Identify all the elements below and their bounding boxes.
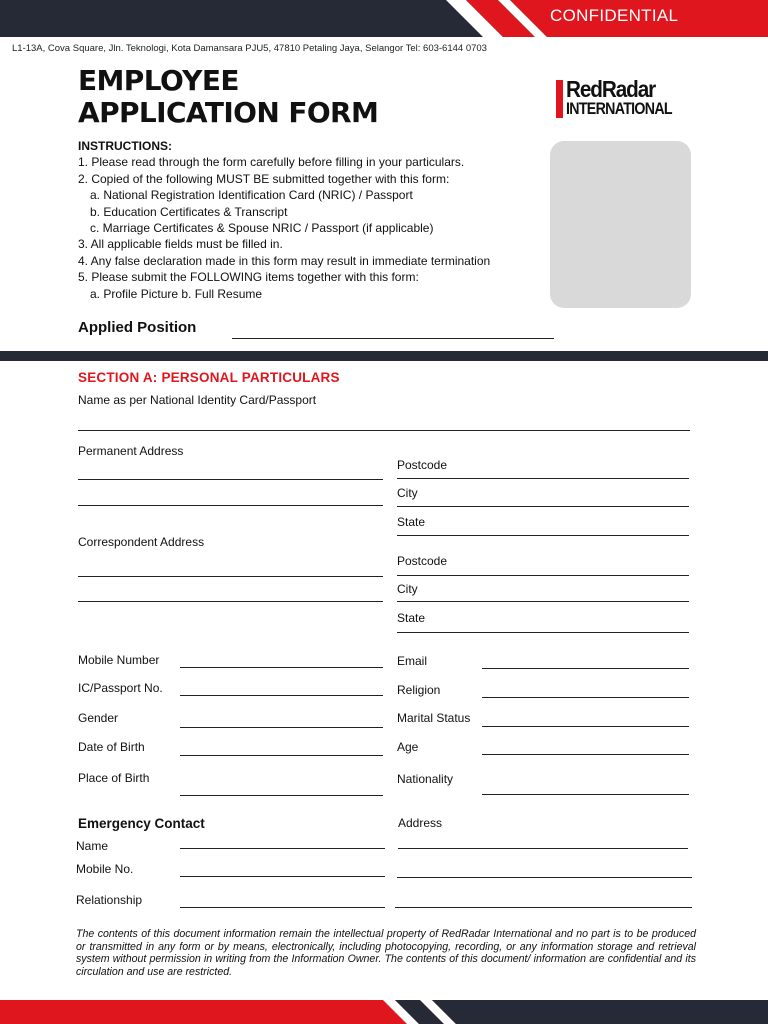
correspondent-city-field[interactable]	[397, 601, 689, 602]
permanent-postcode-field[interactable]	[397, 478, 689, 479]
emergency-address-field-1[interactable]	[398, 848, 688, 849]
full-name-field[interactable]	[78, 430, 690, 431]
nationality-label: Nationality	[397, 772, 454, 786]
footer-band	[0, 1000, 768, 1024]
place-of-birth-field[interactable]	[180, 795, 383, 796]
instruction-item: 1. Please read through the form carefully before filling in your particulars.	[78, 155, 465, 169]
permanent-postcode-label: Postcode	[397, 458, 448, 472]
correspondent-postcode-field[interactable]	[397, 575, 689, 576]
email-label: Email	[397, 654, 428, 668]
instructions-heading: INSTRUCTIONS:	[78, 139, 172, 153]
emergency-contact-title: Emergency Contact	[78, 816, 205, 831]
email-field[interactable]	[482, 668, 689, 669]
emergency-relationship-label: Relationship	[76, 893, 143, 907]
place-of-birth-label: Place of Birth	[78, 771, 150, 785]
emergency-name-label: Name	[76, 839, 109, 853]
company-logo	[556, 78, 692, 120]
nationality-field[interactable]	[482, 794, 689, 795]
section-a-title: SECTION A: PERSONAL PARTICULARS	[78, 370, 340, 385]
mobile-number-label: Mobile Number	[78, 653, 160, 667]
disclaimer-text: The contents of this document information remain the intellectual property of RedRadar International and no part is to be produced or transmitted in any form or by means, electronically, including photocopying, recording, or any information storage and retrieval system without permission in writing from the Information Owner. The contents of this document/ information are confidential and its circulation and use are restricted.	[76, 928, 696, 978]
company-address: L1-13A, Cova Square, Jln. Teknologi, Kota Damansara PJU5, 47810 Petaling Jaya, Selangor Tel: 603-6144 0703	[12, 43, 487, 54]
section-divider-band	[0, 351, 768, 361]
confidential-label: CONFIDENTIAL	[550, 6, 679, 25]
instruction-item: 2. Copied of the following MUST BE submitted together with this form:	[78, 172, 450, 186]
form-title-line1: EMPLOYEE	[78, 64, 239, 97]
logo-text-redradar: RedRadar	[566, 76, 656, 102]
correspondent-state-field[interactable]	[397, 632, 689, 633]
religion-label: Religion	[397, 683, 441, 697]
permanent-address-field-1[interactable]	[78, 479, 383, 480]
mobile-number-field[interactable]	[180, 667, 383, 668]
logo-bar-icon	[556, 80, 563, 118]
correspondent-address-field-2[interactable]	[78, 601, 383, 602]
full-name-label: Name as per National Identity Card/Passport	[78, 393, 317, 407]
date-of-birth-label: Date of Birth	[78, 740, 145, 754]
permanent-address-label: Permanent Address	[78, 444, 184, 458]
permanent-state-label: State	[397, 515, 426, 529]
age-field[interactable]	[482, 754, 689, 755]
ic-passport-label: IC/Passport No.	[78, 681, 163, 695]
instruction-item: 5. Please submit the FOLLOWING items together with this form:	[78, 270, 419, 284]
emergency-relationship-field[interactable]	[180, 907, 385, 908]
instruction-item: 4. Any false declaration made in this form may result in immediate termination	[78, 254, 491, 268]
age-label: Age	[397, 740, 419, 754]
instruction-subitem: b. Education Certificates & Transcript	[90, 205, 288, 219]
emergency-mobile-label: Mobile No.	[76, 862, 134, 876]
ic-passport-field[interactable]	[180, 695, 383, 696]
instruction-item: 3. All applicable fields must be filled in.	[78, 237, 283, 251]
form-title-line2: APPLICATION FORM	[78, 96, 379, 129]
correspondent-state-label: State	[397, 611, 426, 625]
permanent-address-field-2[interactable]	[78, 505, 383, 506]
instruction-subitem: a. National Registration Identification Card (NRIC) / Passport	[90, 188, 413, 202]
correspondent-postcode-label: Postcode	[397, 554, 448, 568]
instruction-subitem: c. Marriage Certificates & Spouse NRIC / Passport (if applicable)	[90, 221, 434, 235]
religion-field[interactable]	[482, 697, 689, 698]
applied-position-label: Applied Position	[78, 319, 197, 336]
logo-text-international: INTERNATIONAL	[566, 100, 672, 118]
profile-photo-box[interactable]	[550, 141, 691, 308]
permanent-city-label: City	[397, 486, 418, 500]
applied-position-field[interactable]	[232, 338, 554, 339]
emergency-mobile-field[interactable]	[180, 876, 385, 877]
emergency-address-field-3[interactable]	[395, 907, 692, 908]
date-of-birth-field[interactable]	[180, 755, 383, 756]
gender-field[interactable]	[180, 727, 383, 728]
permanent-state-field[interactable]	[397, 535, 689, 536]
correspondent-address-label: Correspondent Address	[78, 535, 205, 549]
emergency-address-label: Address	[398, 816, 443, 830]
gender-label: Gender	[78, 711, 119, 725]
instruction-subitem: a. Profile Picture b. Full Resume	[90, 287, 263, 301]
marital-status-label: Marital Status	[397, 711, 471, 725]
emergency-name-field[interactable]	[180, 848, 385, 849]
correspondent-city-label: City	[397, 582, 418, 596]
permanent-city-field[interactable]	[397, 506, 689, 507]
emergency-address-field-2[interactable]	[397, 877, 692, 878]
marital-status-field[interactable]	[482, 726, 689, 727]
correspondent-address-field-1[interactable]	[78, 576, 383, 577]
